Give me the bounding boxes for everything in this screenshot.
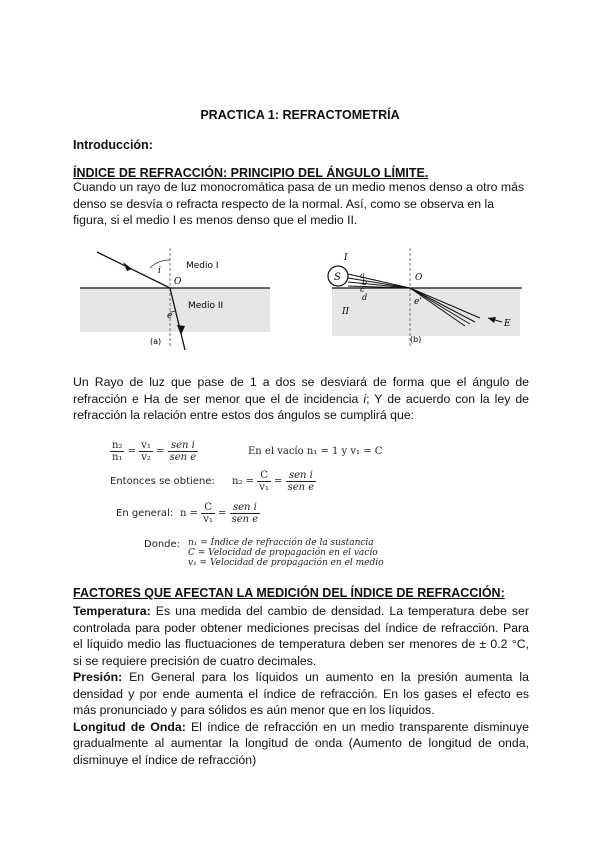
fraction-sen xyxy=(168,440,199,463)
frac-sen-den: sen e xyxy=(169,452,197,463)
factor-temperature xyxy=(73,603,529,669)
intro-heading: Introducción: xyxy=(73,138,153,152)
frac-c2-num: C xyxy=(201,502,215,514)
paragraph-refraction-intro: Cuando un rayo de luz monocromática pasa de un medio menos denso a otro más denso se desvía o refracta respecto de la normal. Así, como se observa en la figura, si el medio I es menos denso que el medio II. xyxy=(73,180,525,227)
label-medio-1: Medio I xyxy=(186,261,219,271)
donde-def-3: v₁ = Velocidad de propagación en el medio xyxy=(188,558,384,568)
label-ray-d: d xyxy=(362,293,368,302)
pressure-label: Presión: xyxy=(73,670,123,684)
obtains-label: Entonces se obtiene: xyxy=(110,476,215,487)
n-symbol: n = xyxy=(180,508,198,519)
paragraph-snell-law-b: ; Y de acuerdo con la ley de refracción la relación entre estos dos ángulos se cumplirá que: xyxy=(73,391,529,422)
temperature-text: Es una medida del cambio de densidad. La temperatura debe ser controlada para poder obtener mediciones precisas del índice de refracción. Para el líquido medio las fluctuaciones de temperatura deben ser menores de ± 0.2 °C, si se requiere precisión de cuatro decimales. xyxy=(73,604,529,668)
label-angle-i: i xyxy=(158,266,161,276)
frac-sen2-den: sen e xyxy=(287,482,315,493)
frac-c-num: C xyxy=(257,470,271,482)
temperature-label: Temperatura: xyxy=(73,604,151,618)
label-ray-a: a xyxy=(360,271,365,280)
donde-def-1: n₁ = Índice de refracción de la sustancia xyxy=(188,538,374,548)
label-angle-e: e xyxy=(167,311,173,321)
fraction-sen-3 xyxy=(230,502,261,525)
fraction-sen-2 xyxy=(286,470,317,493)
figure-panel-a xyxy=(80,248,270,350)
paragraph-snell-law-a: Un Rayo de luz que pase de 1 a dos se desviará de forma que el ángulo de refracción e Ha de ser menor que el de incidencia xyxy=(73,375,529,406)
refraction-figure xyxy=(70,238,530,358)
n2-symbol: n₂ = xyxy=(232,476,255,487)
incident-arrow-a xyxy=(123,262,132,271)
equation-snell: $\frac{\text{n₂}}{\text{n₁}}$ = $\frac{\text{v₁}}{\text{v₂}}$ = $\frac{\text{sen i}}{\text{sen e}}$ xyxy=(112,440,197,463)
equation-n2: n₂ = $\frac{C}{\text{v₁}}$ = $\frac{\text{sen i}}{\text{sen e}}$ xyxy=(232,470,315,493)
label-medium-1-b: I xyxy=(344,253,348,263)
caption-a: (a) xyxy=(150,337,162,346)
factors-block xyxy=(73,603,529,768)
wavelength-label: Longitud de Onda: xyxy=(73,719,186,734)
paragraph-snell-law-i: i xyxy=(363,391,367,406)
paragraph-snell-law xyxy=(73,374,529,424)
pressure-text: En General para los líquidos un aumento en la presión aumenta la densidad y por ende aumenta el índice de refracción. En los gases el efecto es más pronunciado y para sólidos es aún menor que en los líquidos. xyxy=(73,670,529,717)
donde-def-2: C = Velocidad de propagación en el vacío xyxy=(188,548,378,558)
frac-v-num: v₁ xyxy=(141,440,151,451)
frac-v-den: v₂ xyxy=(141,452,151,463)
frac-sen2-num: sen i xyxy=(286,470,317,482)
donde-label: Donde: xyxy=(144,539,181,550)
fraction-v xyxy=(139,440,153,463)
frac-n-num: n₂ xyxy=(112,440,123,451)
page-title: PRACTICA 1: REFRACTOMETRÍA xyxy=(200,108,400,122)
label-medium-2-b: II xyxy=(342,307,350,317)
label-medio-2: Medio II xyxy=(188,301,224,311)
fraction-c-v xyxy=(257,470,271,493)
fraction-n xyxy=(110,440,124,463)
factor-wavelength xyxy=(73,719,529,769)
formula-block xyxy=(100,436,480,576)
frac-n-den: n₁ xyxy=(112,452,123,463)
fraction-c-v-2 xyxy=(201,502,215,525)
vacuum-condition: En el vacío n₁ = 1 y v₁ = C xyxy=(248,446,383,457)
label-ray-c: c xyxy=(360,285,365,294)
label-origin-b: O xyxy=(415,273,423,283)
label-angle-e-b: e' xyxy=(414,297,422,307)
frac-c2-den: v₁ xyxy=(203,514,213,525)
general-label: En general: xyxy=(116,508,174,519)
factor-pressure xyxy=(73,669,529,719)
section-heading-refraction-index: ÍNDICE DE REFRACCIÓN: PRINCIPIO DEL ÁNGULO LÍMITE. xyxy=(73,166,429,180)
section-heading-factors: FACTORES QUE AFECTAN LA MEDICIÓN DEL ÍNDICE DE REFRACCIÓN: xyxy=(73,586,505,600)
wavelength-text: El índice de refracción en un medio transparente disminuye gradualmente al aumentar la longitud de onda (Aumento de longitud de onda, disminuye el índice de refracción) xyxy=(73,719,529,767)
figure-panel-b xyxy=(328,248,522,348)
label-origin-a: O xyxy=(174,277,182,287)
label-ray-b: b xyxy=(362,278,368,287)
caption-b: (b) xyxy=(410,335,422,344)
frac-sen3-den: sen e xyxy=(231,514,259,525)
equation-general: n = $\frac{C}{\text{v₁}}$ = $\frac{\text{sen i}}{\text{sen e}}$ xyxy=(180,502,259,525)
frac-sen-num: sen i xyxy=(168,440,199,452)
frac-c-den: v₁ xyxy=(259,482,269,493)
frac-sen3-num: sen i xyxy=(230,502,261,514)
label-point-e: E xyxy=(504,319,511,329)
label-source: S xyxy=(334,272,341,283)
